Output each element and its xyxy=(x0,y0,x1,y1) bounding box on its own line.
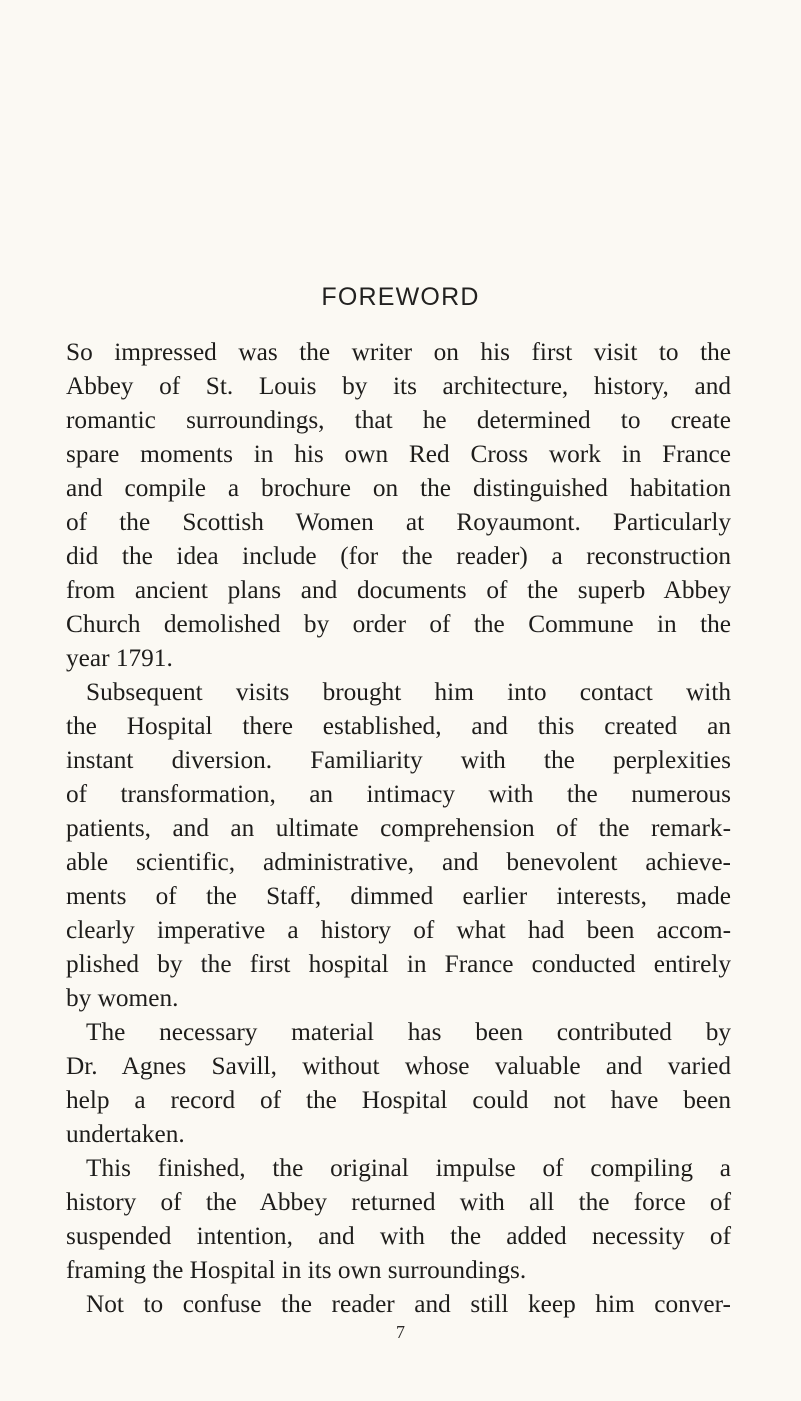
text-line: romantic surroundings, that he determined to create xyxy=(66,406,731,434)
text-line: by women. xyxy=(66,984,179,1012)
text-line: the Hospital there established, and this created an xyxy=(66,712,731,740)
text-line: did the idea include (for the reader) a reconstruction xyxy=(66,542,731,570)
text-line: of transformation, an intimacy with the numerous xyxy=(66,780,731,808)
text-line: instant diversion. Familiarity with the perplexities xyxy=(66,746,731,774)
page-number: 7 xyxy=(396,1322,405,1342)
chapter-heading: FOREWORD xyxy=(321,283,480,311)
text-line: ments of the Staff, dimmed earlier interests, made xyxy=(66,882,731,910)
text-line: able scientific, administrative, and benevolent achieve- xyxy=(66,848,731,876)
text-line: history of the Abbey returned with all the force of xyxy=(66,1188,731,1216)
text-line: plished by the first hospital in France conducted entirely xyxy=(66,950,731,978)
text-line: undertaken. xyxy=(66,1120,185,1148)
text-line: and compile a brochure on the distinguished habitation xyxy=(66,474,731,502)
text-line: spare moments in his own Red Cross work in France xyxy=(66,440,731,468)
text-line: Abbey of St. Louis by its architecture, history, and xyxy=(66,372,731,400)
text-line: from ancient plans and documents of the superb Abbey xyxy=(66,576,731,604)
text-line: Dr. Agnes Savill, without whose valuable and varied xyxy=(66,1052,731,1080)
text-line: The necessary material has been contributed by xyxy=(86,1018,731,1046)
text-line: So impressed was the writer on his first visit to the xyxy=(66,338,731,366)
text-line: Church demolished by order of the Commune in the xyxy=(66,610,731,638)
text-line: Not to confuse the reader and still keep him conver- xyxy=(86,1290,731,1318)
text-line: of the Scottish Women at Royaumont. Particularly xyxy=(66,508,731,536)
text-line: suspended intention, and with the added necessity of xyxy=(66,1222,731,1250)
text-line: help a record of the Hospital could not have been xyxy=(66,1086,731,1114)
text-line: framing the Hospital in its own surroundings. xyxy=(66,1256,527,1284)
text-line: clearly imperative a history of what had been accom- xyxy=(66,916,731,944)
text-line: Subsequent visits brought him into contact with xyxy=(86,678,731,706)
text-line: year 1791. xyxy=(66,644,173,672)
text-line: This finished, the original impulse of compiling a xyxy=(86,1154,731,1182)
text-line: patients, and an ultimate comprehension of the remark- xyxy=(66,814,731,842)
